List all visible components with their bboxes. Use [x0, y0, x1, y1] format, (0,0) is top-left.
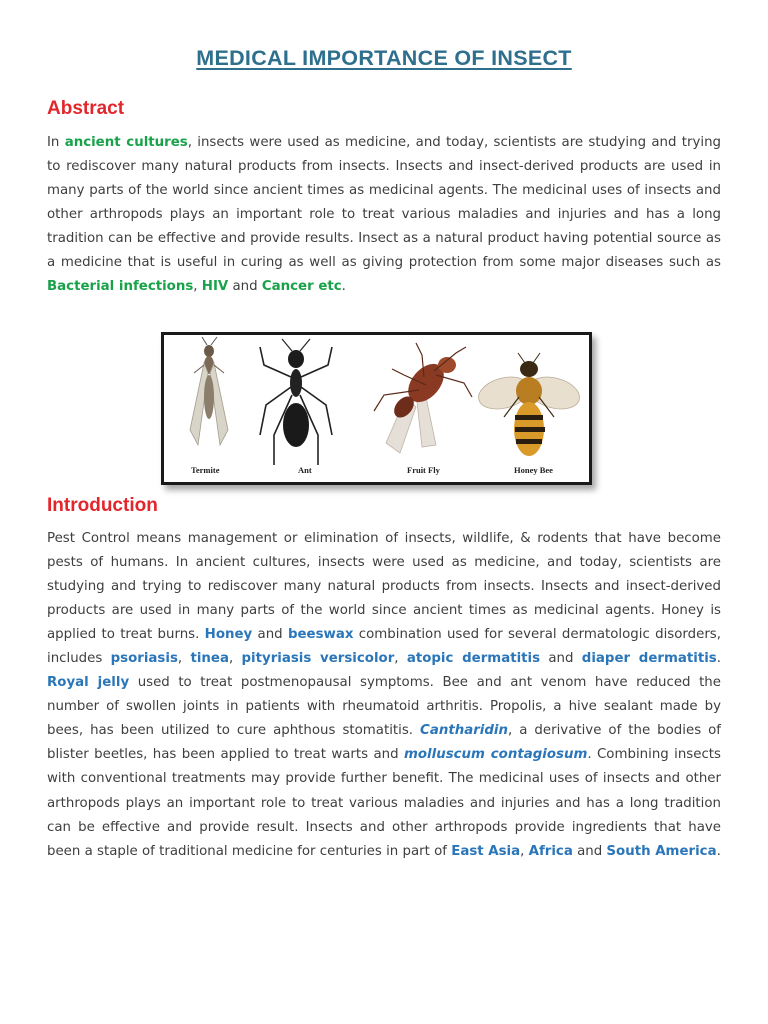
highlight-diaper-dermatitis: diaper dermatitis [581, 651, 717, 667]
caption-termite: Termite [191, 465, 220, 475]
abstract-paragraph [47, 131, 721, 299]
text-run: , a derivative of the bodies of blister beetles, has been applied to treat warts and [47, 723, 721, 763]
highlight-molluscum-contagiosum: molluscum contagiosum [403, 747, 588, 763]
highlight-pityriasis-versicolor: pityriasis versicolor [241, 651, 395, 667]
text-run: Pest Control means management or elimination of insects, wildlife, & rodents that have become pests of humans. In ancient cultures, insects were used as medicine, and today, scientists are studying and trying to rediscover many natural products from insects. Insects and insect-derived products are used in many parts of the world since ancient times as medicinal agents. Honey is applied to treat burns. [47, 531, 721, 643]
highlight-cancer-etc: Cancer etc [261, 279, 342, 295]
text-run: combination used for several dermatologic disorders, includes [47, 627, 721, 667]
text-run: , [228, 651, 242, 667]
text-run: . [716, 651, 721, 667]
text-run: and [252, 627, 288, 643]
highlight-psoriasis: psoriasis [110, 651, 178, 667]
text-run: . [716, 843, 721, 859]
text-run: , [394, 651, 407, 667]
text-run: , [193, 279, 202, 295]
caption-ant: Ant [298, 465, 312, 475]
text-run: and [228, 279, 262, 295]
highlight-hiv: HIV [201, 279, 229, 295]
highlight-bacterial-infections: Bacterial infections [47, 279, 194, 295]
introduction-heading: Introduction [47, 495, 158, 516]
text-run: and [540, 651, 582, 667]
termite-icon [190, 337, 228, 445]
text-run: , [520, 843, 529, 859]
ant-icon [260, 339, 332, 465]
highlight-east-asia: East Asia [451, 843, 521, 859]
text-run: In [47, 135, 65, 150]
highlight-south-america: South America [606, 843, 717, 859]
highlight-cantharidin: Cantharidin [420, 723, 509, 739]
honey-bee-icon [475, 353, 583, 456]
highlight-honey: Honey [204, 627, 253, 643]
abstract-heading: Abstract [47, 98, 125, 119]
text-run: . Combining insects with conventional treatments may provide further benefit. The medicinal uses of insects and other arthropods plays an important role to treat various maladies and injuries and has a long tradition can be effective and provide result. Insects and other arthropods provide ingredients that have been a staple of traditional medicine for centuries in part of [47, 747, 721, 859]
text-run: , [177, 651, 191, 667]
highlight-tinea: tinea [190, 651, 229, 667]
highlight-africa: Africa [528, 843, 573, 859]
page-title-text: MEDICAL IMPORTANCE OF INSECT [196, 46, 572, 70]
text-run: and [572, 843, 607, 859]
caption-fruit-fly: Fruit Fly [407, 465, 440, 475]
highlight-beeswax: beeswax [287, 627, 354, 643]
text-run: , insects were used as medicine, and today, scientists are studying and trying to rediscover many natural products from insects. Insects and insect-derived products are used in many parts of the world since ancient times as medicinal agents. The medicinal uses of insects and other arthropods plays an important role to treat various maladies and injuries and has a long tradition can be effective and provide results. Insect as a natural product having potential source as a medicine that is useful in curing as well as giving protection from some major diseases such as [47, 135, 721, 271]
introduction-paragraph [47, 527, 721, 864]
insects-figure [161, 332, 592, 485]
page-title [0, 46, 768, 71]
highlight-ancient-cultures: ancient cultures [64, 135, 188, 150]
fruit-fly-icon [374, 343, 472, 453]
caption-honey-bee: Honey Bee [514, 465, 553, 475]
highlight-atopic-dermatitis: atopic dermatitis [406, 651, 541, 667]
text-run: . [341, 279, 346, 295]
highlight-royal-jelly: Royal jelly [47, 675, 130, 691]
text-run: used to treat postmenopausal symptoms. Bee and ant venom have reduced the number of swollen joints in patients with rheumatoid arthritis. Propolis, a hive sealant made by bees, has been utilized to cure aphthous stomatitis. [47, 675, 721, 739]
